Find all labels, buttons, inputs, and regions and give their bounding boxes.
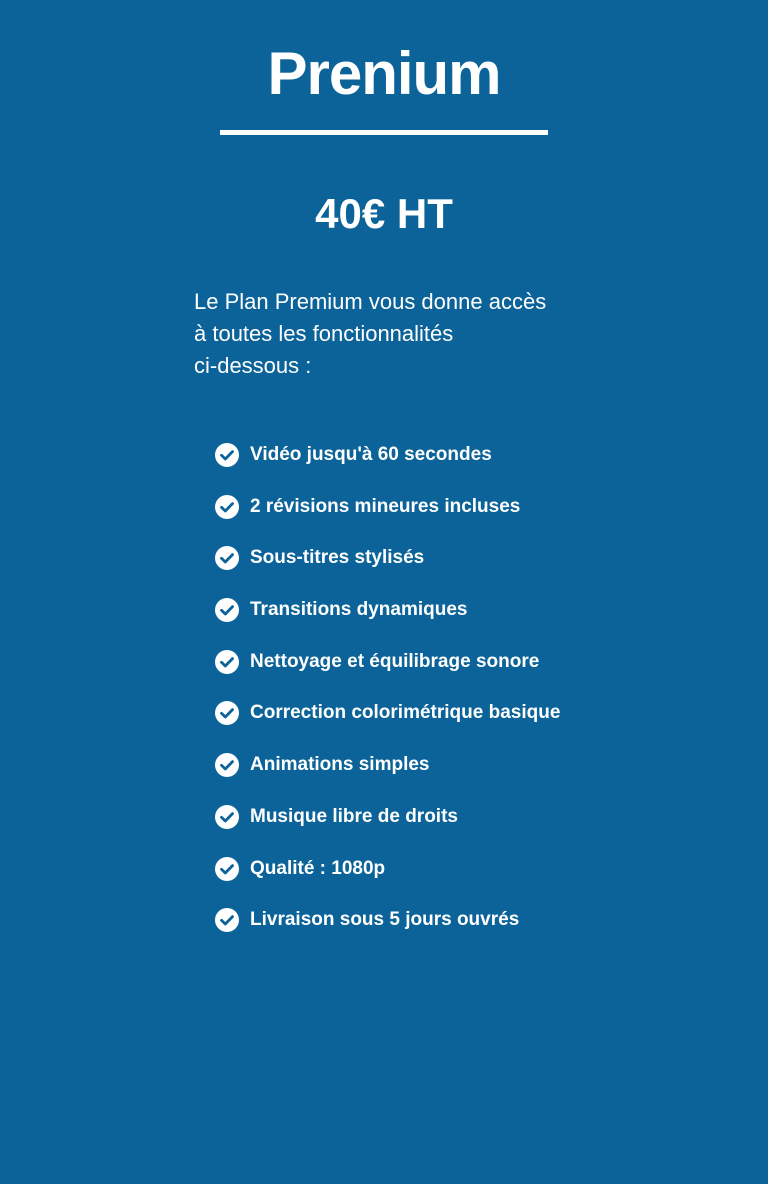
feature-item <box>215 645 560 679</box>
feature-item <box>215 852 560 886</box>
feature-item <box>215 438 560 472</box>
feature-item <box>215 490 560 524</box>
check-circle-icon <box>215 701 239 725</box>
feature-label: 2 révisions mineures incluses <box>250 495 521 517</box>
feature-label: Vidéo jusqu'à 60 secondes <box>250 444 492 465</box>
feature-label: Nettoyage et équilibrage sonore <box>250 650 540 672</box>
feature-item <box>215 748 560 782</box>
check-circle-icon <box>215 650 239 674</box>
check-circle-icon <box>215 443 239 467</box>
description-line: ci-dessous : <box>194 353 312 378</box>
feature-list <box>215 438 560 955</box>
feature-item <box>215 903 560 937</box>
title-divider <box>220 130 548 135</box>
feature-item <box>215 696 560 730</box>
check-circle-icon <box>215 753 239 777</box>
check-circle-icon <box>215 805 239 829</box>
check-circle-icon <box>215 546 239 570</box>
feature-item <box>215 593 560 627</box>
feature-item <box>215 800 560 834</box>
check-circle-icon <box>215 908 239 932</box>
check-circle-icon <box>215 598 239 622</box>
feature-item <box>215 541 560 575</box>
feature-label: Livraison sous 5 jours ouvrés <box>250 909 520 931</box>
check-circle-icon <box>215 857 239 881</box>
feature-label: Transitions dynamiques <box>250 599 468 621</box>
feature-label: Musique libre de droits <box>250 805 458 827</box>
plan-description <box>194 286 594 382</box>
plan-title: Prenium <box>267 40 501 107</box>
feature-label: Qualité : 1080p <box>250 857 386 879</box>
description-line: Le Plan Premium vous donne accès <box>194 289 547 314</box>
feature-label: Sous-titres stylisés <box>250 547 425 569</box>
description-line: à toutes les fonctionnalités <box>194 321 454 346</box>
plan-price: 40€ HT <box>315 190 453 237</box>
feature-label: Animations simples <box>250 754 430 776</box>
check-circle-icon <box>215 495 239 519</box>
feature-label: Correction colorimétrique basique <box>250 702 561 724</box>
